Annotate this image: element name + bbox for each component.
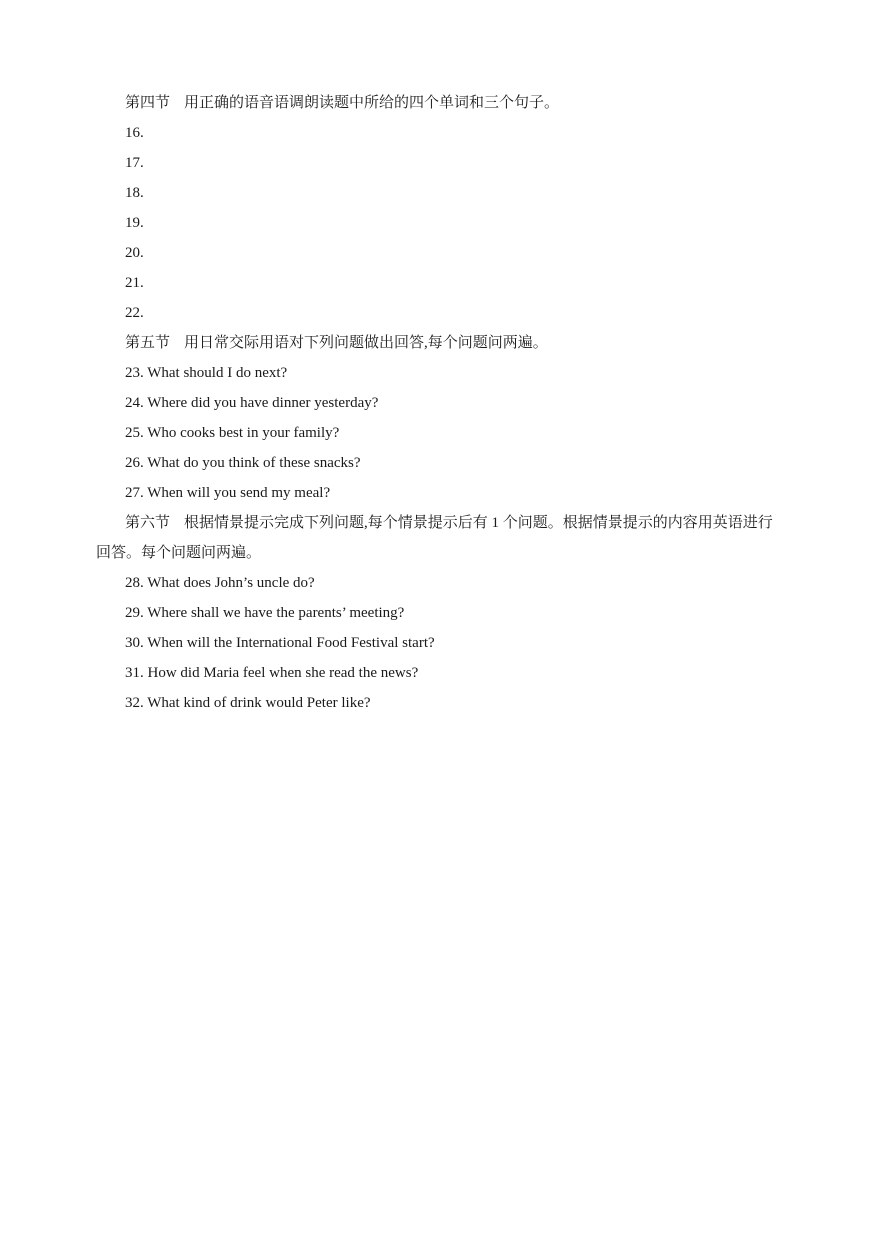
item-17: 17. (125, 155, 144, 171)
item-22: 22. (125, 305, 144, 321)
section-6-heading (125, 513, 805, 533)
section-4-instruction: 用正确的语音语调朗读题中所给的四个单词和三个句子。 (184, 95, 560, 111)
section-5-instruction: 用日常交际用语对下列问题做出回答,每个问题问两遍。 (184, 335, 548, 351)
section-5-heading (125, 333, 548, 353)
item-21: 21. (125, 275, 144, 291)
section-4-label: 第四节 (125, 95, 171, 111)
section-6-instruction-line1: 根据情景提示完成下列问题,每个情景提示后有 1 个问题。根据情景提示的内容用英语进行 (184, 515, 773, 531)
section-4-heading (125, 93, 559, 113)
item-30: 30. When will the International Food Festival start? (125, 635, 435, 651)
item-31: 31. How did Maria feel when she read the news? (125, 665, 419, 681)
item-18: 18. (125, 185, 144, 201)
section-5-label: 第五节 (125, 335, 171, 351)
item-23: 23. What should I do next? (125, 365, 288, 381)
item-32: 32. What kind of drink would Peter like? (125, 695, 371, 711)
item-20: 20. (125, 245, 144, 261)
item-16: 16. (125, 125, 144, 141)
item-19: 19. (125, 215, 144, 231)
item-29: 29. Where shall we have the parents’ meeting? (125, 605, 405, 621)
section-6-instruction-line2: 回答。每个问题问两遍。 (96, 545, 262, 561)
item-26: 26. What do you think of these snacks? (125, 455, 361, 471)
item-27: 27. When will you send my meal? (125, 485, 331, 501)
section-6-label: 第六节 (125, 515, 171, 531)
item-25: 25. Who cooks best in your family? (125, 425, 340, 441)
item-24: 24. Where did you have dinner yesterday? (125, 395, 379, 411)
item-28: 28. What does John’s uncle do? (125, 575, 315, 591)
